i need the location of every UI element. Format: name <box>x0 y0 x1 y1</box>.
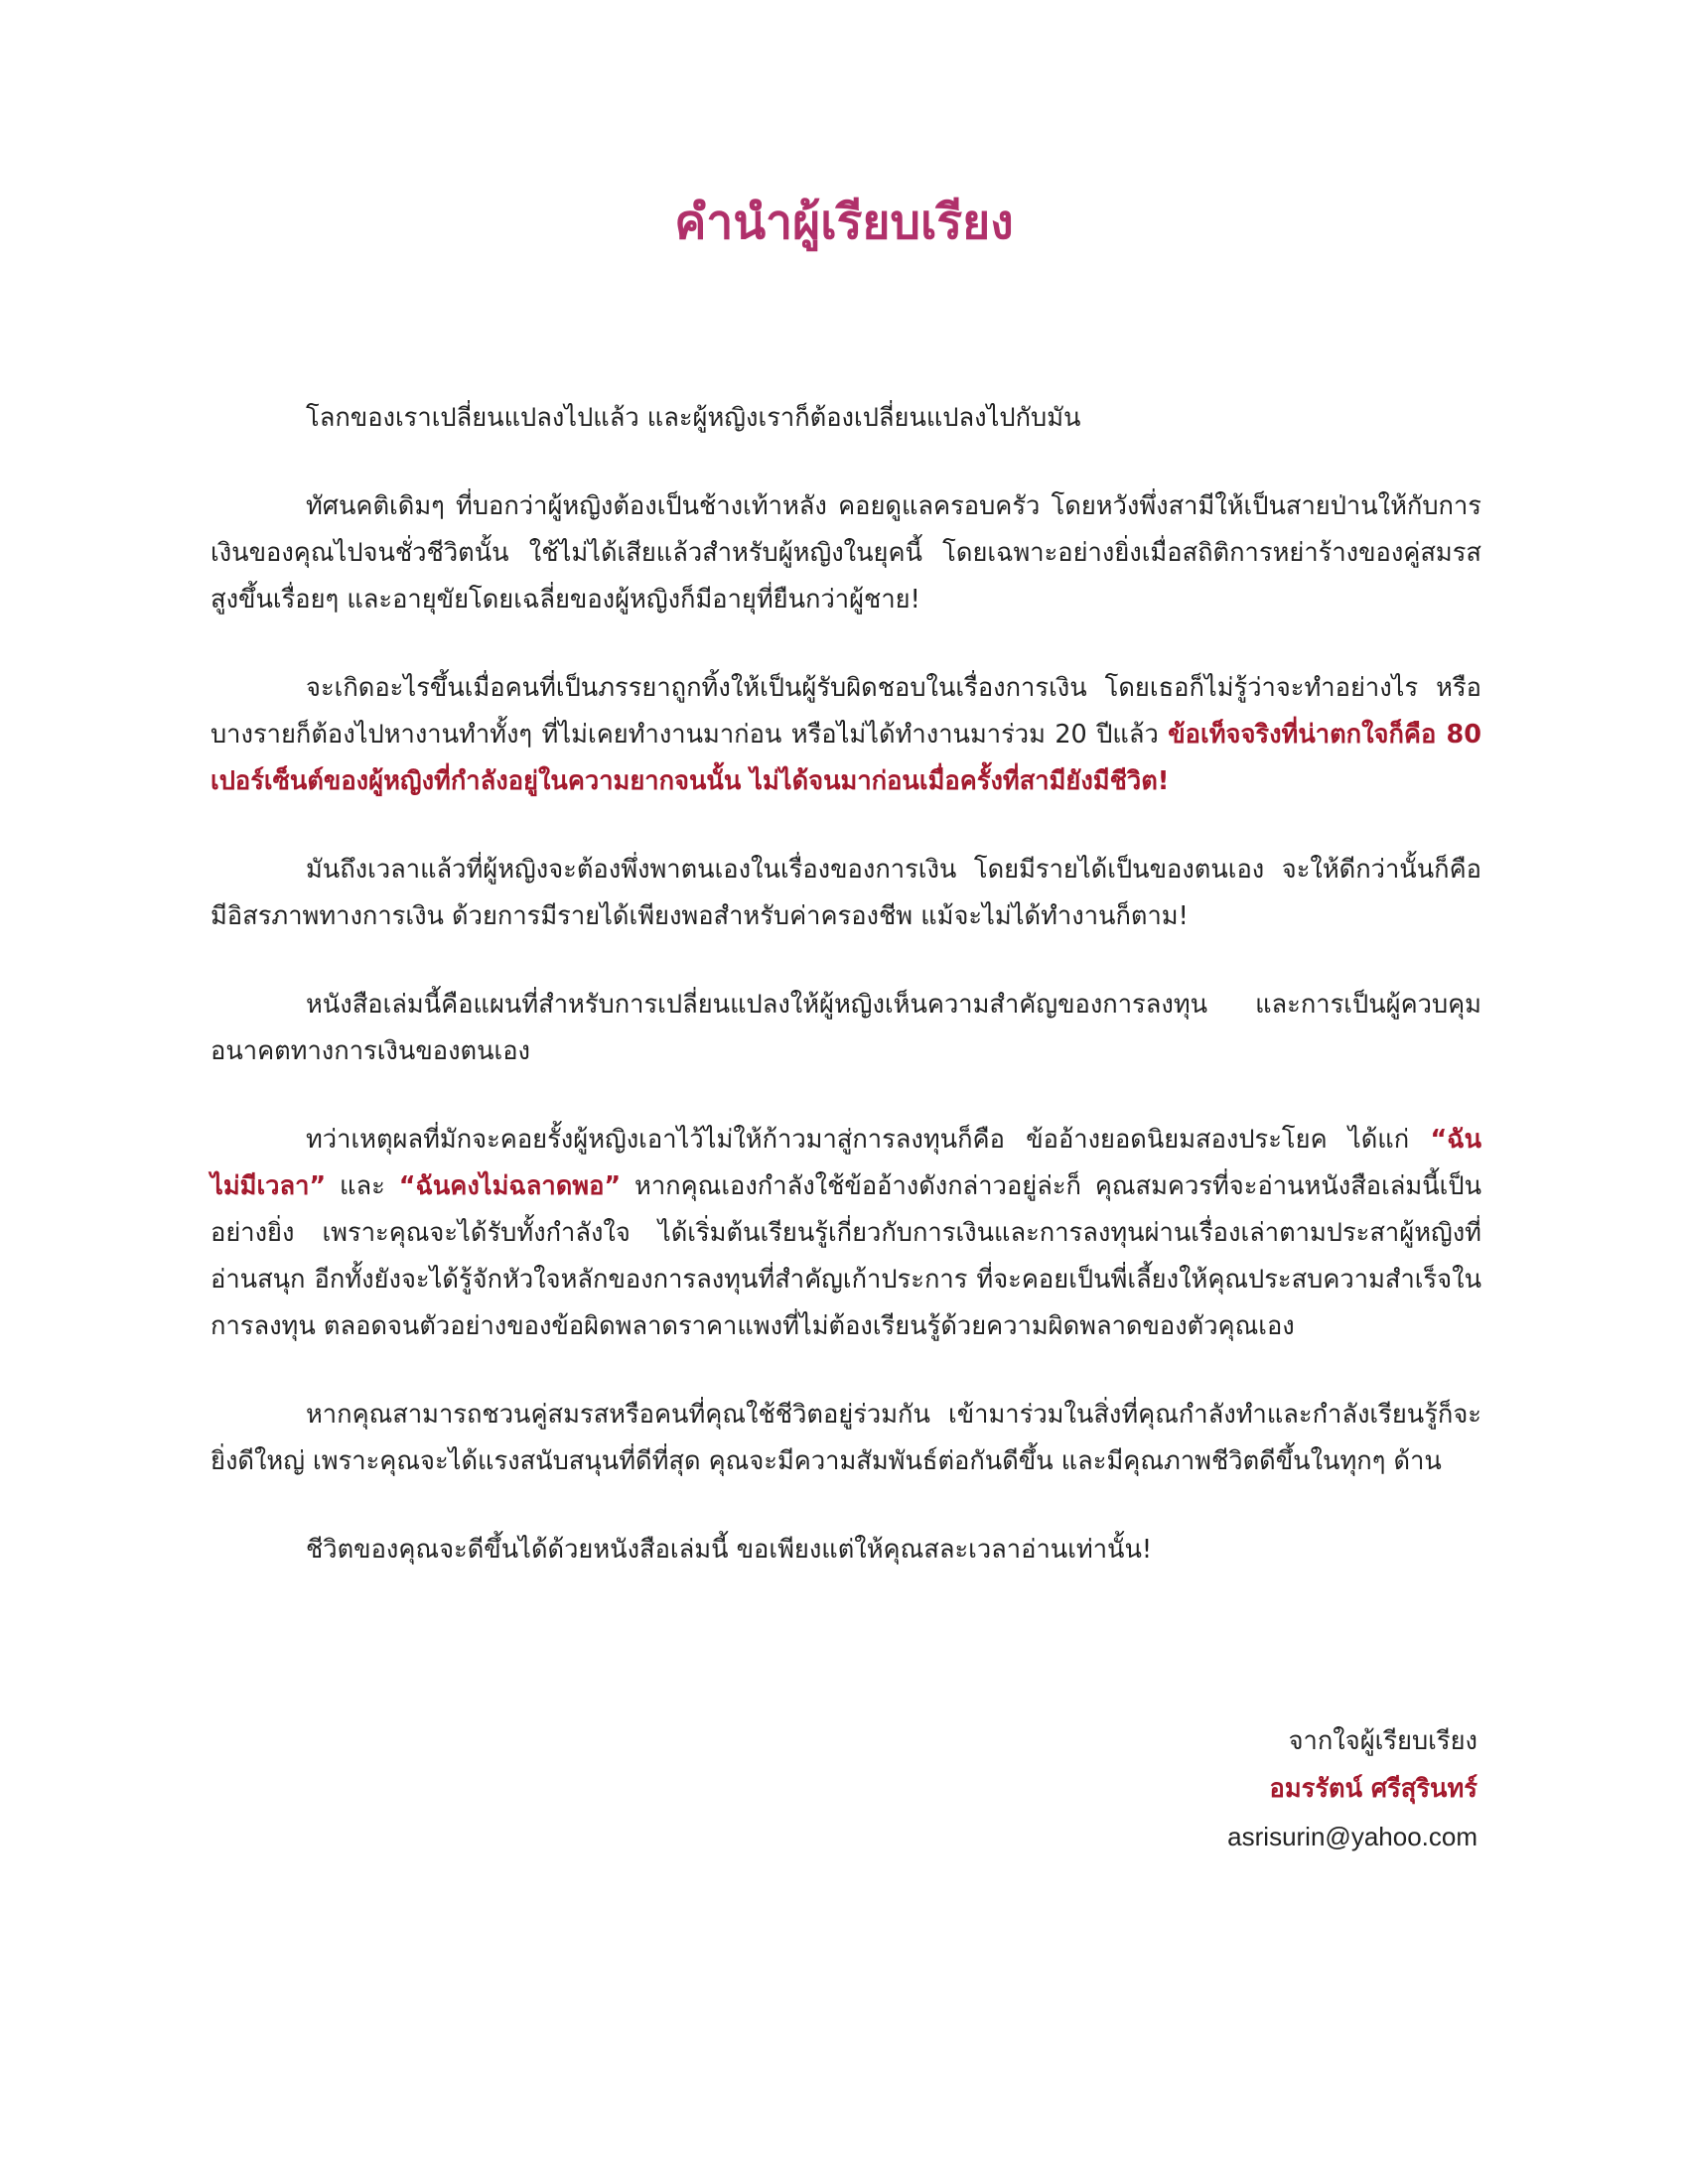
paragraph-1 <box>211 395 1481 442</box>
paragraph-text: โลกของเราเปลี่ยนแปลงไปแล้ว และผู้หญิงเราก็ต้องเปลี่ยนแปลงไปกับมัน <box>306 403 1081 433</box>
emphasis-quote-no-time: “ฉันไม่มีเวลา” <box>211 1125 1481 1201</box>
emphasis-fact: ข้อเท็จจริงที่น่าตกใจก็คือ 80 เปอร์เซ็นต์ของผู้หญิงที่กำลังอยู่ในความยากจนนั้น ไม่ได้จนมาก่อนเมื่อครั้งที่สามียังมีชีวิต! <box>211 720 1481 796</box>
author-name: อมรรัตน์ ศรีสุรินทร์ <box>1269 1774 1477 1804</box>
paragraph-5 <box>211 982 1481 1075</box>
paragraph-2 <box>211 483 1481 623</box>
paragraph-text: และ <box>326 1171 399 1201</box>
signature-closing: จากใจผู้เรียบเรียง <box>1288 1726 1477 1756</box>
paragraph-text: ทว่าเหตุผลที่มักจะคอยรั้งผู้หญิงเอาไว้ไม่ให้ก้าวมาสู่การลงทุนก็คือ ข้ออ้างยอดนิยมสองประโยค ได้แก่ <box>306 1125 1431 1155</box>
paragraph-text: หากคุณสามารถชวนคู่สมรสหรือคนที่คุณใช้ชีวิตอยู่ร่วมกัน เข้ามาร่วมในสิ่งที่คุณกำลังทำและกำลังเรียนรู้ก็จะยิ่งดีใหญ่ เพราะคุณจะได้แรงสนับสนุนที่ดีที่สุด คุณจะมีความสัมพันธ์ต่อกันดีขึ้น และมีคุณภาพชีวิตดีขึ้นในทุกๆ ด้าน <box>211 1400 1481 1476</box>
signature-block <box>1227 1717 1477 1860</box>
author-email: asrisurin@yahoo.com <box>1227 1822 1477 1851</box>
paragraph-text: หนังสือเล่มนี้คือแผนที่สำหรับการเปลี่ยนแปลงให้ผู้หญิงเห็นความสำคัญของการลงทุน และการเป็นผู้ควบคุมอนาคตทางการเงินของตนเอง <box>211 990 1481 1066</box>
paragraph-3 <box>211 665 1481 805</box>
paragraph-8 <box>211 1527 1481 1573</box>
paragraph-6 <box>211 1117 1481 1350</box>
paragraph-7 <box>211 1392 1481 1485</box>
paragraph-text: ชีวิตของคุณจะดีขึ้นได้ด้วยหนังสือเล่มนี้ ขอเพียงแต่ให้คุณสละเวลาอ่านเท่านั้น! <box>306 1535 1153 1565</box>
page-title: คำนำผู้เรียบเรียง <box>674 195 1014 250</box>
paragraph-4 <box>211 847 1481 940</box>
paragraph-text: จะเกิดอะไรขึ้นเมื่อคนที่เป็นภรรยาถูกทิ้งให้เป็นผู้รับผิดชอบในเรื่องการเงิน โดยเธอก็ไม่รู้ว่าจะทำอย่างไร หรือบางรายก็ต้องไปหางานทำทั้งๆ ที่ไม่เคยทำงานมาก่อน หรือไม่ได้ทำงานมาร่วม 20 ปีแล้ว <box>211 673 1481 750</box>
paragraph-text: มันถึงเวลาแล้วที่ผู้หญิงจะต้องพึ่งพาตนเองในเรื่องของการเงิน โดยมีรายได้เป็นของตนเอง จะให้ดีกว่านั้นก็คือ มีอิสรภาพทางการเงิน ด้วยการมีรายได้เพียงพอสำหรับค่าครองชีพ แม้จะไม่ได้ทำงานก็ตาม! <box>211 855 1481 931</box>
paragraph-text: ทัศนคติเดิมๆ ที่บอกว่าผู้หญิงต้องเป็นช้างเท้าหลัง คอยดูแลครอบครัว โดยหวังพึ่งสามีให้เป็นสายป่านให้กับการเงินของคุณไปจนชั่วชีวิตนั้น ใช้ไม่ได้เสียแล้วสำหรับผู้หญิงในยุคนี้ โดยเฉพาะอย่างยิ่งเมื่อสถิติการหย่าร้างของคู่สมรสสูงขึ้นเรื่อยๆ และอายุขัยโดยเฉลี่ยของผู้หญิงก็มีอายุที่ยืนกว่าผู้ชาย! <box>211 491 1481 614</box>
foreword-body <box>211 395 1481 1615</box>
emphasis-quote-not-smart: “ฉันคงไม่ฉลาดพอ” <box>398 1171 622 1201</box>
paragraph-text: หากคุณเองกำลังใช้ข้ออ้างดังกล่าวอยู่ล่ะก็ คุณสมควรที่จะอ่านหนังสือเล่มนี้เป็นอย่างยิ่ง เพราะคุณจะได้รับทั้งกำลังใจ ได้เริ่มต้นเรียนรู้เกี่ยวกับการเงินและการลงทุนผ่านเรื่องเล่าตามประสาผู้หญิงที่อ่านสนุก อีกทั้งยังจะได้รู้จักหัวใจหลักของการลงทุนที่สำคัญเก้าประการ ที่จะคอยเป็นพี่เลี้ยงให้คุณประสบความสำเร็จในการลงทุน ตลอดจนตัวอย่างของข้อผิดพลาดราคาแพงที่ไม่ต้องเรียนรู้ด้วยความผิดพลาดของตัวคุณเอง <box>211 1171 1481 1341</box>
